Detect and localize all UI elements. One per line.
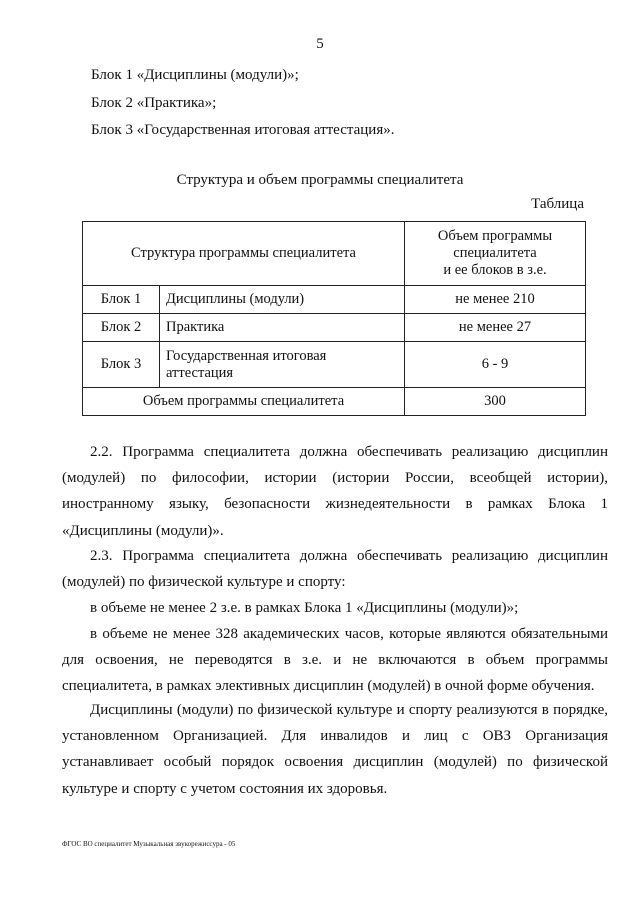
block-line-1: Блок 1 «Дисциплины (модули)»; (91, 67, 299, 83)
header-volume-line1: Объем программы (437, 228, 553, 244)
row-name (160, 342, 405, 388)
paragraph-2-3-b: в объеме не менее 328 академических часов, которые являются обязательными для освоения, не переводятся в з.е. и не включаются в объем программы специалитета, в рамках элективных дисциплин (модулей) в очной форме обучения. (62, 626, 608, 695)
structure-table (82, 221, 586, 416)
table-header-row (83, 222, 586, 286)
footer-text: ФГОС ВО специалитет Музыкальная звукорежиссура - 05 (62, 840, 236, 848)
header-volume-line2: специалитета (453, 245, 537, 261)
row-name-line2: аттестация (166, 364, 234, 381)
header-volume-line3: и ее блоков в з.е. (443, 262, 547, 278)
row-name: Практика (160, 314, 405, 342)
paragraph-2-3-a: в объеме не менее 2 з.е. в рамках Блока 1 «Дисциплины (модули)»; (90, 600, 519, 616)
paragraph-2-3-c: Дисциплины (модули) по физической культуре и спорту реализуются в порядке, установленном Организацией. Для инвалидов и лиц с ОВЗ Организация устанавливает особый порядок освоения дисциплин (модулей) по физической культуре и спорту с учетом состояния их здоровья. (62, 702, 608, 797)
row-volume: 6 - 9 (405, 342, 586, 388)
block-line-2: Блок 2 «Практика»; (91, 95, 217, 111)
header-volume (405, 222, 586, 286)
total-label: Объем программы специалитета (83, 388, 405, 416)
row-block: Блок 2 (83, 314, 160, 342)
header-structure: Структура программы специалитета (83, 222, 405, 286)
paragraph-2-3: 2.3. Программа специалитета должна обеспечивать реализацию дисциплин (модулей) по физической культуре и спорту: (62, 548, 608, 591)
page-number: 5 (316, 36, 324, 52)
row-block: Блок 1 (83, 286, 160, 314)
table-row (83, 342, 586, 388)
block-line-3: Блок 3 «Государственная итоговая аттестация». (91, 122, 395, 138)
row-block: Блок 3 (83, 342, 160, 388)
table-total-row (83, 388, 586, 416)
table-row (83, 286, 586, 314)
row-name-line1: Государственная итоговая (166, 347, 327, 364)
paragraph-2-2: 2.2. Программа специалитета должна обеспечивать реализацию дисциплин (модулей) по философии, истории (истории России, всеобщей истории), иностранному языку, безопасности жизнедеятельности в рамках Блока 1 «Дисциплины (модули)». (62, 444, 608, 539)
row-volume: не менее 27 (405, 314, 586, 342)
row-name: Дисциплины (модули) (160, 286, 405, 314)
row-volume: не менее 210 (405, 286, 586, 314)
table-title: Структура и объем программы специалитета (176, 172, 464, 188)
table-label: Таблица (531, 196, 584, 212)
table-row (83, 314, 586, 342)
total-value: 300 (405, 388, 586, 416)
